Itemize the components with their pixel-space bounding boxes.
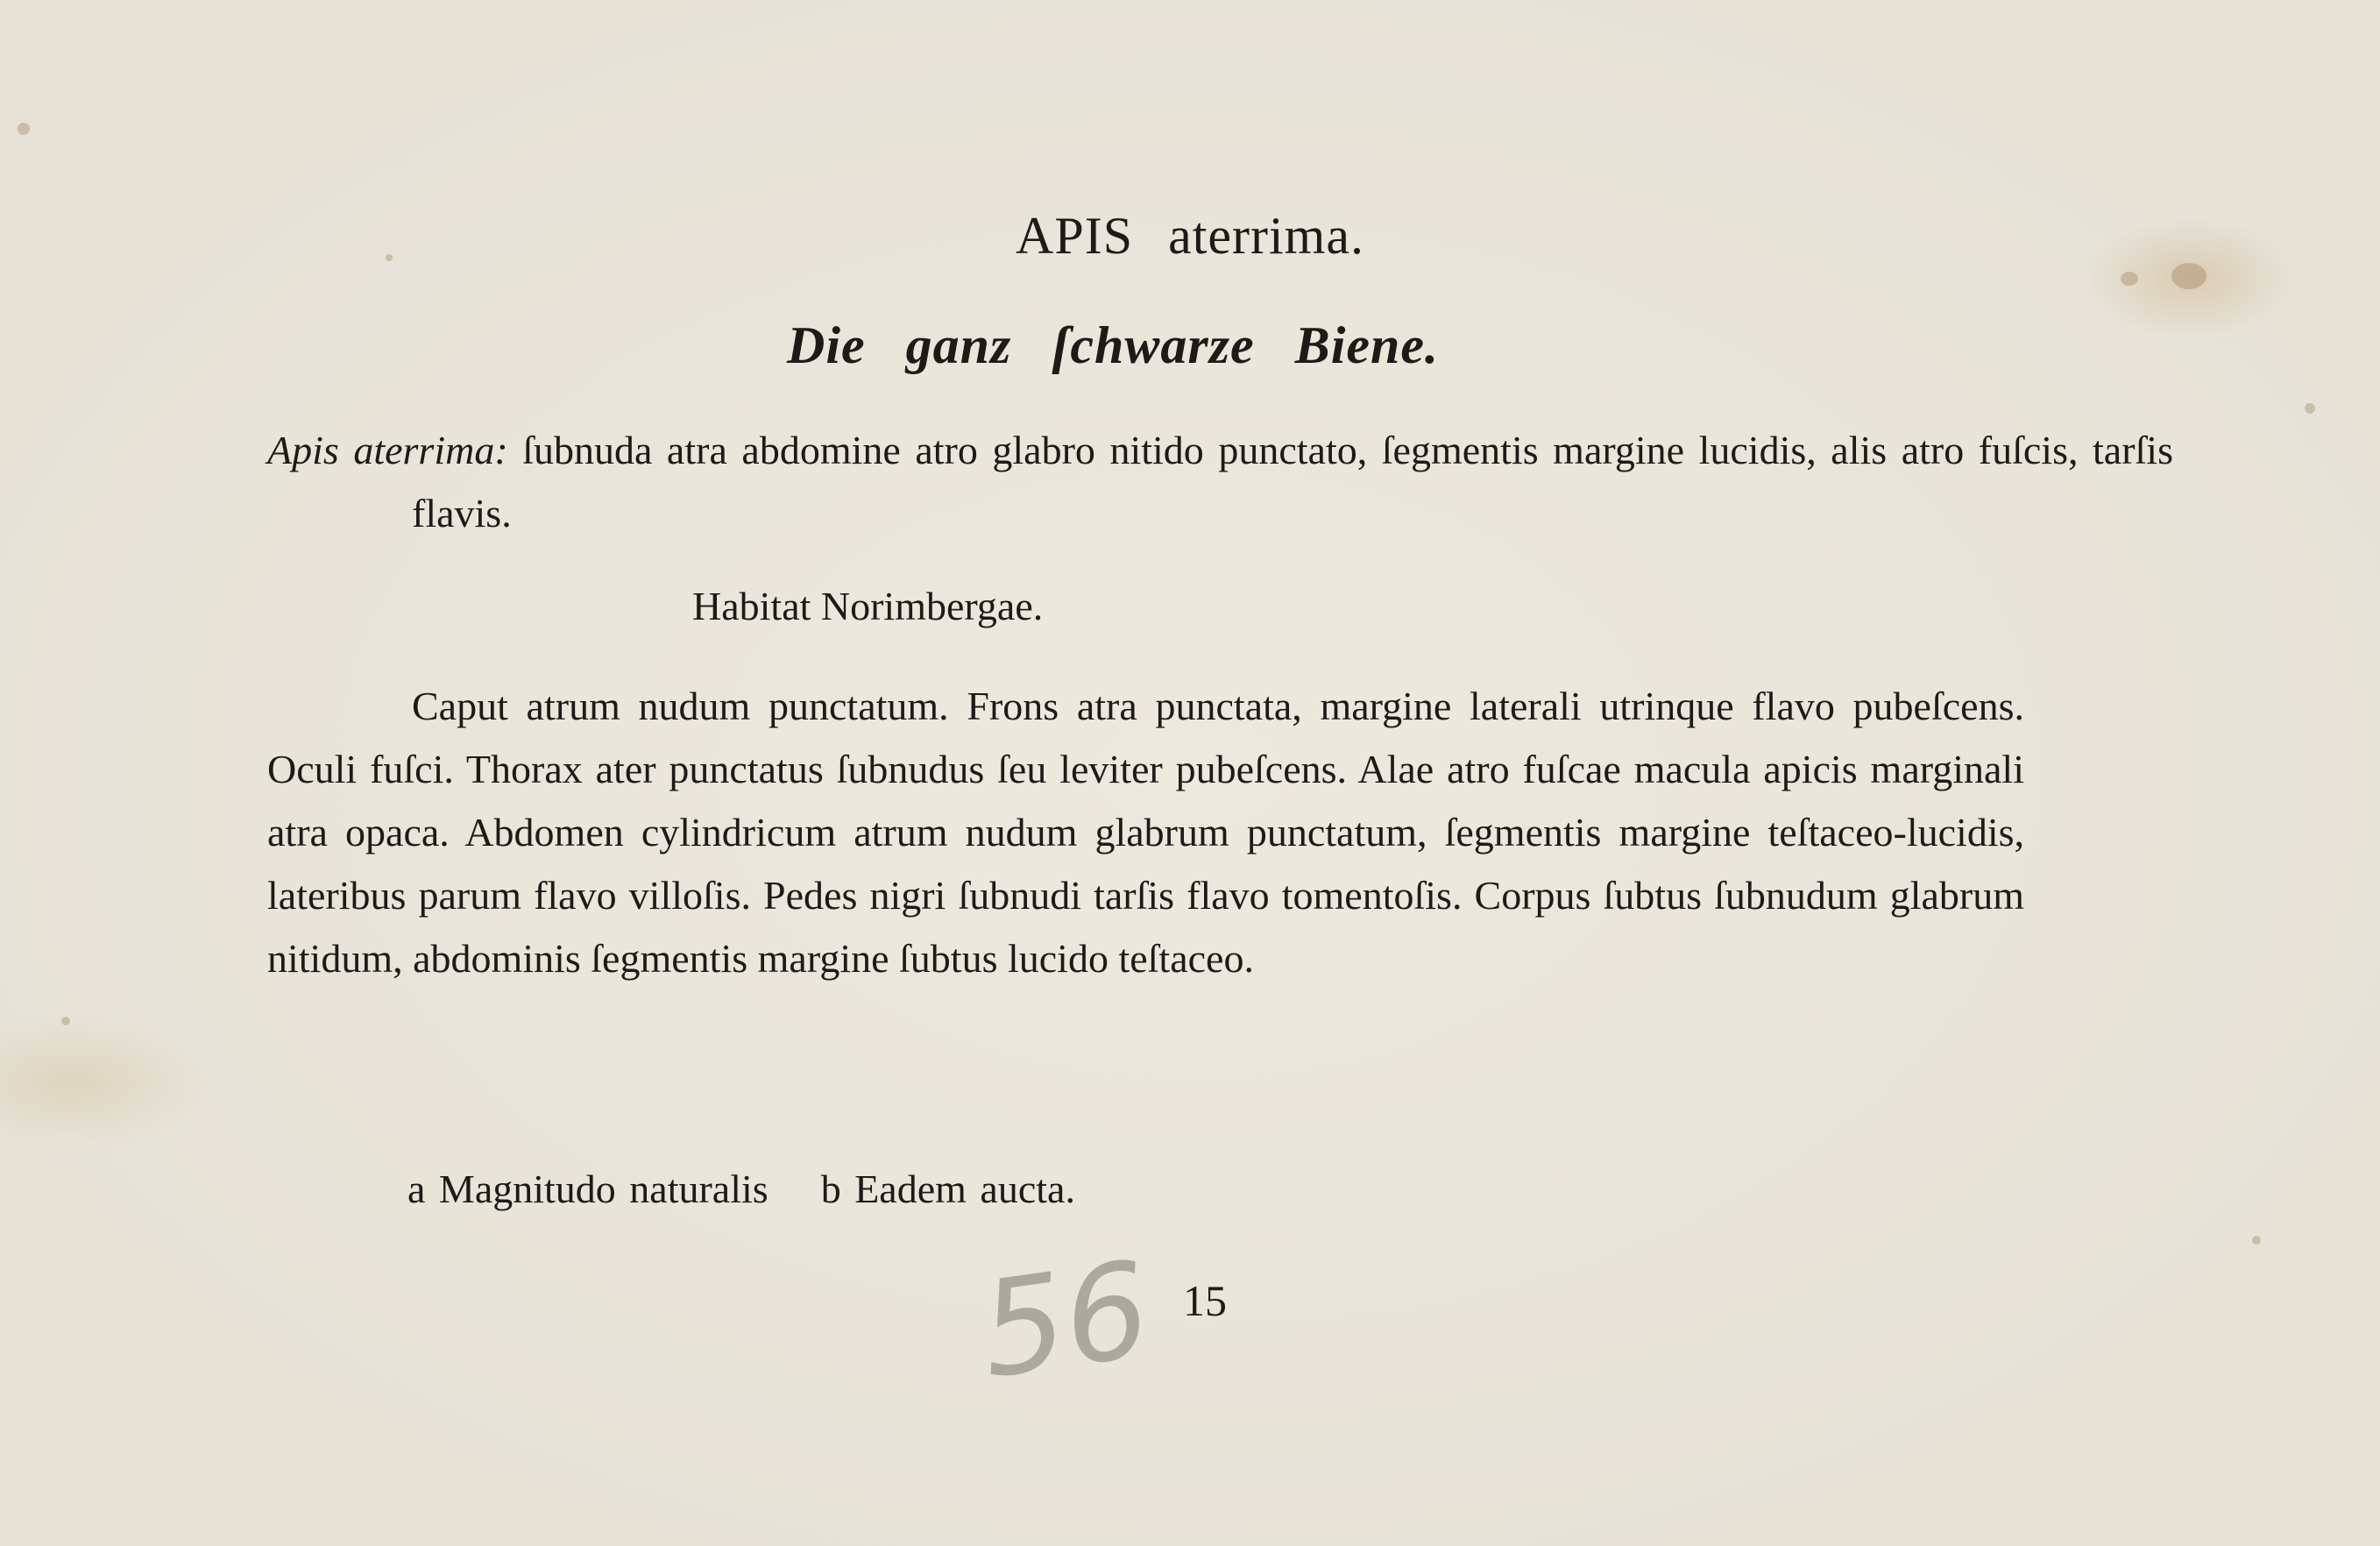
pencil-annotation: 56: [971, 1233, 1159, 1408]
caption-b: b Eadem aucta.: [820, 1167, 1075, 1211]
page-title: [0, 206, 2380, 266]
paper-stain: [2252, 1236, 2261, 1245]
title-genus: APIS: [1016, 207, 1134, 265]
diagnosis-text: ſubnuda atra abdomine atro glabro nitido punctato, ſegmentis margine lucidis, alis atro fuſcis, tarſis flavis.: [412, 428, 2173, 535]
diagnosis-paragraph: [267, 419, 2173, 545]
paper-stain: [2305, 403, 2315, 414]
paper-stain: [18, 123, 30, 135]
paper-stain: [61, 1017, 70, 1025]
paper-stain: [2171, 263, 2206, 289]
description-paragraph: Caput atrum nudum punctatum. Frons atra punctata, margine laterali utrinque flavo pubeſcens. Oculi fuſci. Thorax ater punctatus ſubnudus ſeu leviter pubeſcens. Alae atro fuſcae macula apicis marginali atra opaca. Abdomen cylindricum atrum nudum glabrum punctatum, ſegmentis margine teſtaceo-lucidis, lateribus parum flavo villoſis. Pedes nigri ſubnudi tarſis flavo tomentoſis. Corpus ſubtus ſubnudum glabrum nitidum, abdominis ſegmentis margine ſubtus lucido teſtaceo.: [267, 684, 2024, 981]
german-subtitle: Die ganz ſchwarze Biene.: [787, 316, 1439, 374]
caption-a: a Magnitudo naturalis: [407, 1167, 769, 1211]
title-species: aterrima.: [1168, 207, 1364, 265]
diagnosis-term: Apis aterrima:: [267, 428, 508, 472]
habitat-line: Habitat Norimbergae.: [692, 584, 1044, 628]
page-number: 15: [1183, 1276, 1227, 1325]
figure-caption: [407, 1166, 1075, 1212]
paper-stain: [2121, 272, 2138, 286]
